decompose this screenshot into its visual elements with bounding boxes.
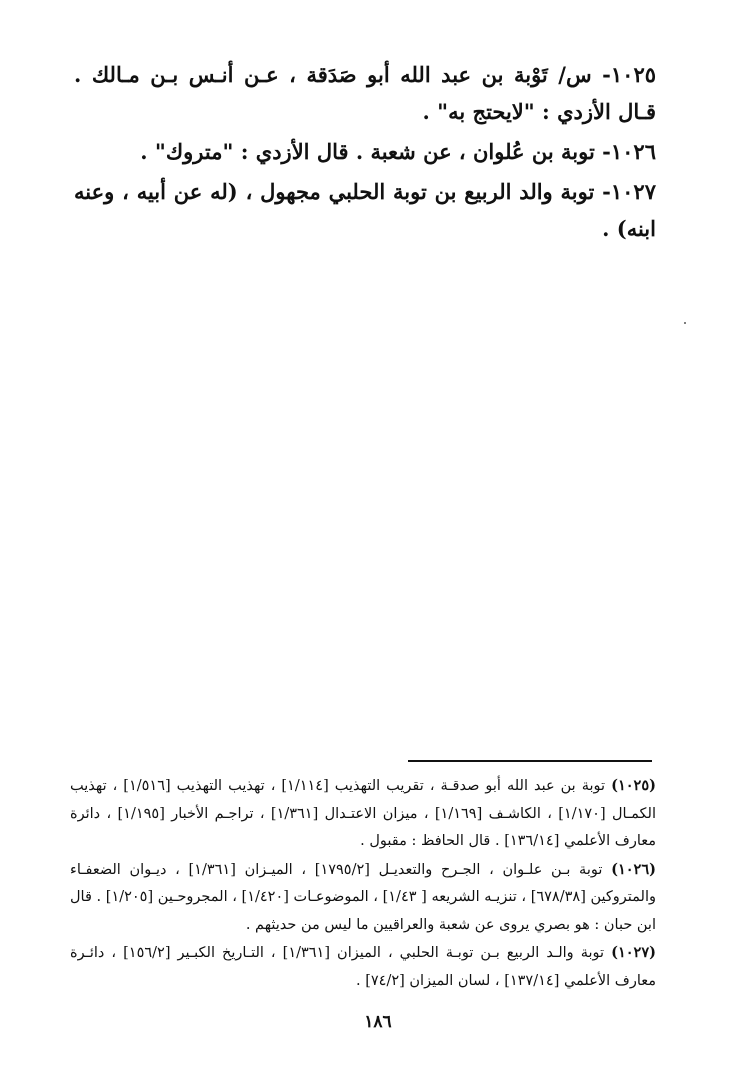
footnotes-section <box>70 772 656 995</box>
entry-1026 <box>74 133 656 170</box>
footnote-text: توبة والـد الربيع بـن توبـة الحلبي ، الميزان [١/٣٦١] ، التـاريخ الكبـير [١٥٦/٢] ، دائـرة معارف الأعلمي [١٣٧/١٤] ، لسان الميزان [٧٤/٢] . <box>70 945 656 989</box>
footnote-number: (١٠٢٦) <box>611 860 657 878</box>
scan-speck <box>684 322 686 324</box>
entry-1025 <box>74 56 656 130</box>
entry-number: ١٠٢٥- <box>602 62 657 87</box>
footnote-separator <box>408 760 652 762</box>
entry-number: ١٠٢٧- <box>602 179 656 204</box>
entry-number: ١٠٢٦- <box>602 139 656 164</box>
footnote-1027 <box>70 939 656 995</box>
entry-1027 <box>74 173 656 247</box>
footnote-1026 <box>70 856 656 940</box>
page-number: ١٨٦ <box>364 1012 392 1032</box>
footnote-text: توبة بـن علـوان ، الجـرح والتعديـل [١٧٩٥/٢] ، الميـزان [١/٣٦١] ، ديـوان الضعفـاء والمتروكين [٦٧٨/٣٨] ، تنزيـه الشريعه [ ١/٤٣] ، الموضوعـات [١/٤٢٠] ، المجروحـين [١/٢٠٥] . قال ابن حبان : هو بصري يروى عن شعبة والعراقيين ما ليس من حديثهم . <box>70 861 657 933</box>
footnote-number: (١٠٢٧) <box>611 944 657 961</box>
entries-section <box>74 56 656 250</box>
entry-text: توبة والد الربيع بن توبة الحلبي مجهول ، (له عن أبيه ، وعنه ابنه) . <box>74 179 656 241</box>
entry-text: س/ تَوْبة بن عبد الله أبو صَدَقة ، عـن أنـس بـن مـالك . قـال الأزدي : "لايحتج به" . <box>74 62 656 124</box>
footnote-text: توبة بن عبد الله أبو صدقـة ، تقريب التهذيب [١/١١٤] ، تهذيب التهذيب [١/٥١٦] ، تهذيب الكمـال [١/١٧٠] ، الكاشـف [١/١٦٩] ، ميزان الاعتـدال [١/٣٦١] ، تراجـم الأخبار [١/١٩٥] ، دائرة معارف الأعلمي [١٣٦/١٤] . قال الحافظ : مقبول . <box>70 778 656 849</box>
entry-text: توبة بن عُلوان ، عن شعبة . قال الأزدي : "متروك" . <box>140 139 595 164</box>
footnote-number: (١٠٢٥) <box>611 777 656 794</box>
footnote-1025 <box>70 772 656 856</box>
